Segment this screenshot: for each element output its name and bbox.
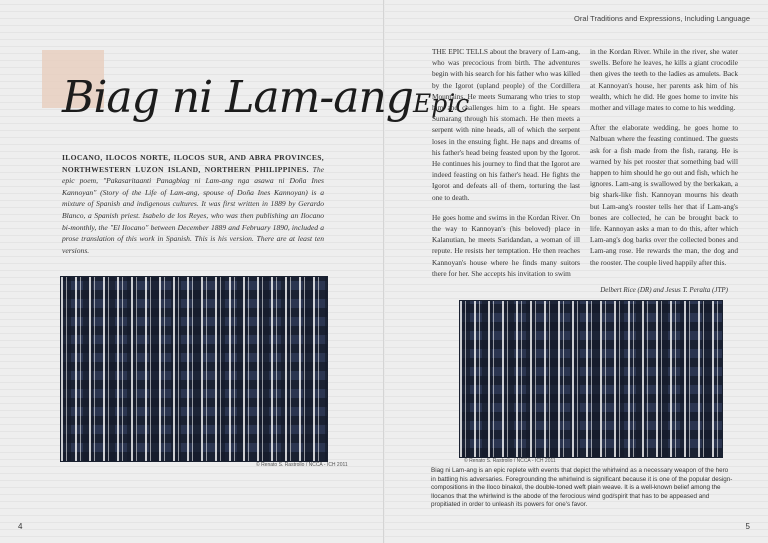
page-number-right: 5 <box>745 522 750 531</box>
title-suffix: Epic <box>412 89 470 118</box>
title-main: Biag ni Lam-ang <box>62 72 413 123</box>
photo-caption: Biag ni Lam-ang is an epic replete with events that depict the whirlwind as a necessary weapon of the hero in battling his adversaries. Foregrounding the whirlwind is significant because it is one of the popular design-compositions in the Iloco binakol, the double-toned weft plain weave. It is a well-known belief among the Ilocanos that the whirlwind is the abode of the ferocious wind god/spirit that has to be appeased and propitiated in order to unleash its powers for one's favor. <box>431 467 733 509</box>
binakol-textile-photo-right <box>459 300 723 458</box>
page-number-left: 4 <box>18 522 23 531</box>
page-title <box>62 72 469 123</box>
binakol-textile-photo-left <box>60 276 328 462</box>
lead-paragraph <box>62 152 324 256</box>
story-paragraph: THE EPIC TELLS about the bravery of Lam-ang, who was precocious from birth. The adventures begin with his search for his father who was killed by the Igorot (upland people) of the Cordillera Mountains. He meets Sumarang who tries to stop him and challenges him to a fight. He spears Sumarang through his stomach. He then meets a serpent with nine heads, all of which the serpent loses in the ensuing fight. He naps and dreams of his father's head being feasted upon by the Igorot. He continues his journey to find that the Igorot are indeed feasting on his father's head. He fights the Igorot and defeats all of them, torturing the last one to death. <box>432 47 580 202</box>
story-paragraph: He goes home and swims in the Kordan River. On the way to Kannoyan's (his beloved) place in Kalanutian, he meets Saridandan, a woman of ill repute. He resists her temptation. He then reaches Kannoyan's house where he finds many suitors there for her. She accepts his invitation to swim <box>432 212 580 278</box>
lead-body: The epic poem, "Pakasaritaanti Panagbiag ni Lam-ang nga asawa ni Doña Ines Kannoyan" (Story of the Life of Lam-ang, spouse of Doña Ines Kannoyan) is a mixture of Spanish and indigenous cultures. It was first written in 1889 by Gerardo Blanco, a Spanish priest. Isabelo de los Reyes, who was then publishing an Ilocano bi-monthly, the "El Ilocano" between December 1889 and February 1890, included a prose translation of this work in Spanish. This is his version. There are at least ten versions. <box>62 164 325 255</box>
author-credit: Delbert Rice (DR) and Jesus T. Peralta (JTP) <box>600 286 728 294</box>
section-header: Oral Traditions and Expressions, Including Language <box>574 14 750 23</box>
story-column-1 <box>432 46 580 288</box>
story-paragraph: in the Kordan River. While in the river, she water swells. Before he leaves, he kills a giant crocodile then gives the teeth to the ladies as amulets. Back at Kannoyan's house, her parents ask him of his wealth, which he did. He goes home to invite his mother and village mates to come to his wedding. <box>590 47 738 113</box>
lead-regions: ILOCANO, ILOCOS NORTE, ILOCOS SUR, AND ABRA PROVINCES, NORTHWESTERN LUZON ISLAND, NORTHERN PHILIPPINES. <box>62 153 324 174</box>
photo-credit-left: © Renato S. Rastrollo / NCCA - ICH 2011 <box>256 462 348 468</box>
photo-credit-right: © Renato S. Rastrollo / NCCA - ICH 2011 <box>464 458 556 464</box>
story-paragraph: After the elaborate wedding, he goes home to Nalbuan where the feasting continued. The guests ask for a fish made from the fish, rarang. He is warned by his pet rooster that something bad will happen to him should he go out and fish, which he ignores. Lam-ang is swallowed by the berkakan, a big shark-like fish. Kannoyan mourns his death but Lam-ang's rooster tells her that if Lam-ang's bones are collected, he can be brought back to life. Kannoyan asks a man to do this, after which Lam-ang's dog barks over the collected bones and Lam-ang rose. He rewards the man, the dog and the rooster. The couple lived happily after this. <box>590 123 738 267</box>
story-column-2 <box>590 46 738 277</box>
